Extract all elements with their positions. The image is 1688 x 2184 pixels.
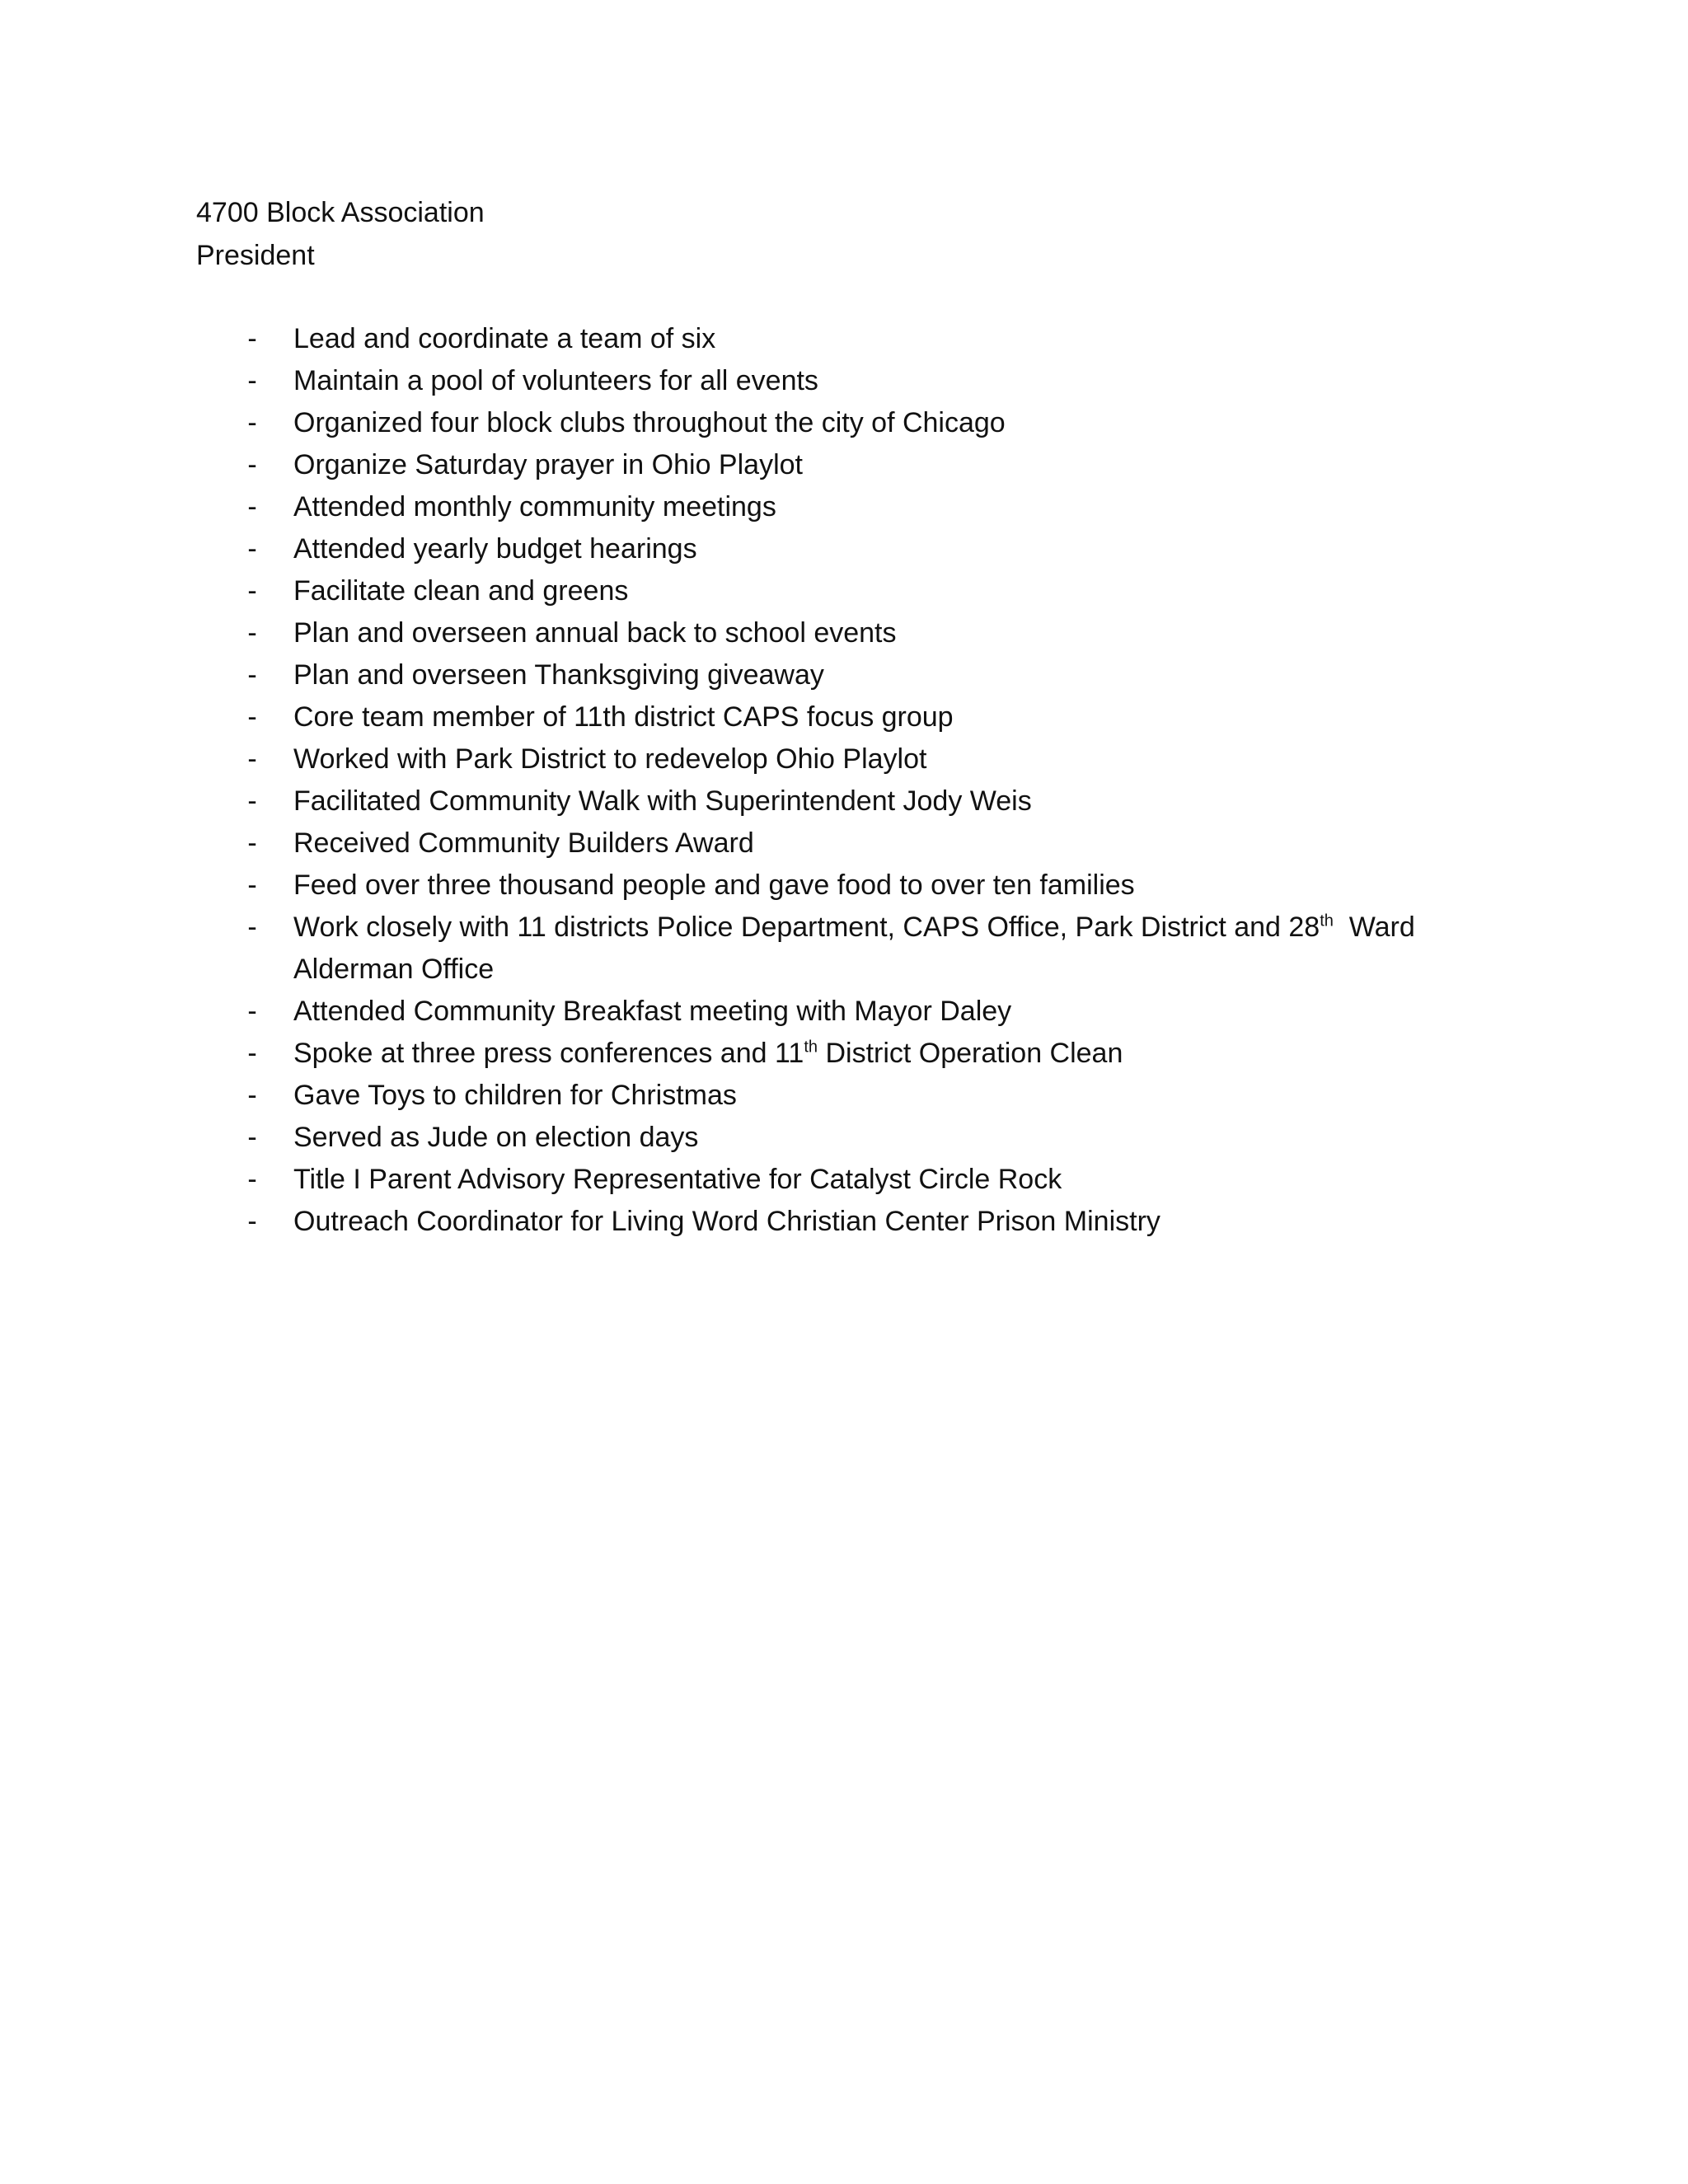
duty-text: Plan and overseen annual back to school events <box>293 617 897 649</box>
duty-text: Received Community Builders Award <box>293 827 754 859</box>
dash-bullet: - <box>247 533 257 565</box>
duty-item <box>244 738 1439 780</box>
ordinal-suffix: th <box>1320 912 1334 930</box>
dash-bullet: - <box>247 996 257 1027</box>
duty-item <box>244 696 1439 738</box>
dash-bullet: - <box>247 1038 257 1069</box>
duty-item <box>244 865 1439 907</box>
duty-item <box>244 318 1439 360</box>
duty-text: Facilitate clean and greens <box>293 575 629 607</box>
duty-item <box>244 1075 1439 1117</box>
duty-text: Outreach Coordinator for Living Word Christian Center Prison Ministry <box>293 1206 1160 1237</box>
duty-text: Organize Saturday prayer in Ohio Playlot <box>293 449 803 480</box>
dash-bullet: - <box>247 827 257 859</box>
duty-text: Lead and coordinate a team of six <box>293 323 716 354</box>
duty-text-part: Spoke at three press conferences and 11 <box>293 1038 804 1069</box>
duties-list <box>244 318 1439 1243</box>
duty-item <box>244 444 1439 486</box>
dash-bullet: - <box>247 365 257 396</box>
duty-text: Plan and overseen Thanksgiving giveaway <box>293 659 824 691</box>
duty-item <box>244 1117 1439 1159</box>
dash-bullet: - <box>247 785 257 817</box>
duty-item <box>244 612 1439 654</box>
document-header <box>196 191 485 277</box>
duty-text: Facilitated Community Walk with Superintendent Jody Weis <box>293 785 1032 817</box>
duty-text <box>293 1033 1439 1075</box>
dash-bullet: - <box>247 1164 257 1195</box>
dash-bullet: - <box>247 701 257 733</box>
dash-bullet: - <box>247 1206 257 1237</box>
duty-item <box>244 528 1439 570</box>
duty-text-part: Work closely with 11 districts Police Department, CAPS Office, Park District and 28 <box>293 912 1320 943</box>
duty-item <box>244 570 1439 612</box>
duty-item <box>244 1201 1439 1243</box>
duty-item <box>244 402 1439 444</box>
duty-item <box>244 486 1439 528</box>
dash-bullet: - <box>247 1122 257 1153</box>
ordinal-suffix: th <box>804 1038 818 1057</box>
duty-text: Attended yearly budget hearings <box>293 533 697 565</box>
dash-bullet: - <box>247 449 257 480</box>
duty-item <box>244 991 1439 1033</box>
dash-bullet: - <box>247 869 257 901</box>
duty-text: Attended monthly community meetings <box>293 491 776 523</box>
duty-text: Served as Jude on election days <box>293 1122 699 1153</box>
dash-bullet: - <box>247 1080 257 1111</box>
duty-text: Feed over three thousand people and gave food to over ten families <box>293 869 1135 901</box>
duty-text: Organized four block clubs throughout the city of Chicago <box>293 407 1006 438</box>
duty-item <box>244 1033 1439 1075</box>
duty-text-part: District Operation Clean <box>818 1038 1123 1069</box>
dash-bullet: - <box>247 491 257 523</box>
dash-bullet: - <box>247 323 257 354</box>
duty-text: Core team member of 11th district CAPS focus group <box>293 701 954 733</box>
duty-item <box>244 360 1439 402</box>
dash-bullet: - <box>247 617 257 649</box>
role-title: President <box>196 240 315 271</box>
duty-text: Maintain a pool of volunteers for all events <box>293 365 818 396</box>
duty-item <box>244 654 1439 696</box>
duty-text: Worked with Park District to redevelop Ohio Playlot <box>293 743 927 775</box>
dash-bullet: - <box>247 912 257 943</box>
dash-bullet: - <box>247 659 257 691</box>
dash-bullet: - <box>247 407 257 438</box>
duty-text: Attended Community Breakfast meeting with Mayor Daley <box>293 996 1012 1027</box>
organization-name: 4700 Block Association <box>196 197 485 228</box>
duty-item <box>244 1159 1439 1201</box>
duty-text: Title I Parent Advisory Representative for Catalyst Circle Rock <box>293 1164 1062 1195</box>
duty-item <box>244 907 1439 991</box>
duty-item <box>244 823 1439 865</box>
duty-text: Gave Toys to children for Christmas <box>293 1080 737 1111</box>
duty-text-part: Ward Alderman Office <box>293 912 1422 985</box>
duty-item <box>244 780 1439 823</box>
duty-text <box>293 907 1439 991</box>
dash-bullet: - <box>247 743 257 775</box>
dash-bullet: - <box>247 575 257 607</box>
